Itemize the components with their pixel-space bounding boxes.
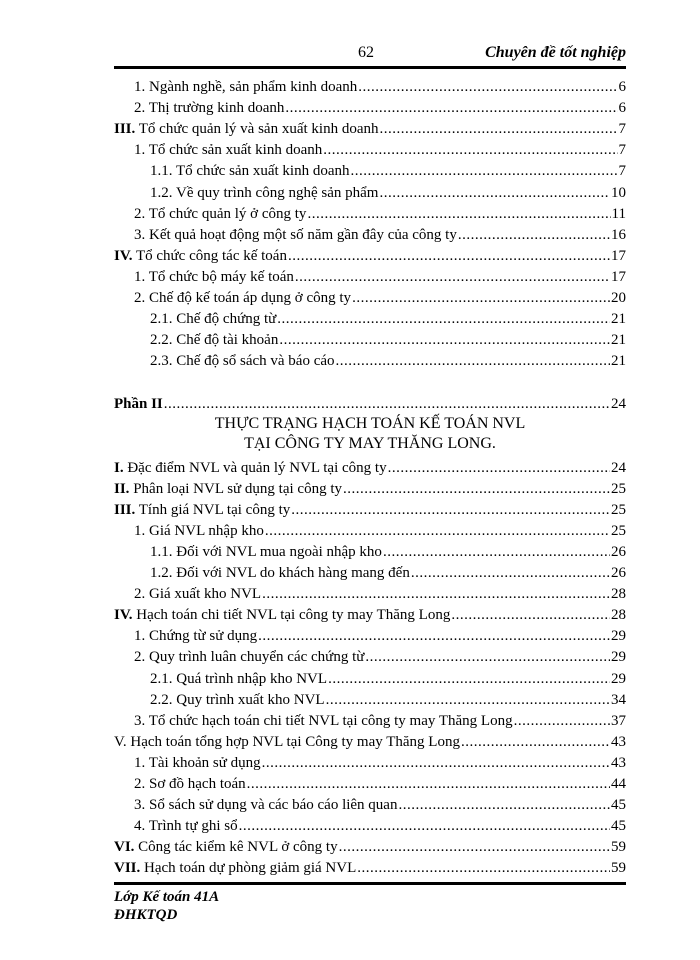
dot-leader (339, 838, 610, 856)
toc-entry-number: 1. (134, 628, 146, 645)
toc-entry-page: 28 (611, 607, 626, 624)
toc-entry (114, 224, 626, 244)
toc-entry-number: 4. (134, 818, 146, 835)
toc-entry (114, 689, 626, 709)
toc-entry-number: 3. (134, 226, 146, 243)
dot-leader (388, 459, 610, 477)
toc-entry-page: 26 (611, 543, 626, 560)
toc-entry-label (134, 226, 457, 244)
toc-entry-number: IV. (114, 247, 133, 264)
toc-entry-title: Tài khoản sử dụng (148, 754, 261, 771)
toc-entry-number: III. (114, 121, 136, 138)
dot-leader (411, 564, 610, 582)
toc-entry (114, 773, 626, 793)
toc-entry-label (114, 606, 450, 624)
dot-leader (295, 268, 610, 286)
toc-entry-title: Chế độ tài khoản (176, 332, 279, 349)
toc-entry-title: Đối với NVL do khách hàng mang đến (176, 565, 410, 581)
dot-leader (351, 162, 618, 180)
toc-entry-title: Đối với NVL mua ngoài nhập kho (176, 543, 382, 560)
toc-entry-page: 43 (611, 733, 626, 750)
toc-entry-page: 28 (611, 586, 626, 603)
toc-entry-label (134, 627, 257, 645)
toc-entry-page: 29 (611, 670, 626, 687)
toc-entry-page: 7 (618, 163, 626, 180)
toc-entry-page: 25 (611, 480, 626, 497)
toc-entry-number: 1.2. (150, 565, 173, 581)
toc-entry-title: Chế độ chứng từ (176, 311, 277, 328)
toc-entry-page: 29 (611, 628, 626, 645)
toc-entry-number: 1. (134, 79, 146, 95)
toc-entry-number: 1. (134, 268, 146, 285)
toc-entry (114, 668, 626, 688)
toc-entry-number: 1.1. (150, 543, 173, 560)
dot-leader (514, 712, 610, 730)
toc-entry (114, 520, 626, 540)
dot-leader (164, 395, 610, 413)
toc-entry-label (134, 648, 364, 666)
toc-entry-number: VI. (114, 839, 135, 856)
page-header (114, 44, 626, 64)
dot-leader (358, 78, 617, 96)
toc-entry-title: Giá NVL nhập kho (149, 522, 264, 539)
footer-rule (114, 882, 626, 885)
toc-entry (114, 815, 626, 835)
toc-entry (114, 857, 626, 877)
toc-entry (114, 329, 626, 349)
toc-entry (114, 139, 626, 159)
toc-entry (114, 182, 626, 202)
toc-entry-page: 20 (611, 290, 626, 306)
toc-entry-page: 59 (611, 860, 626, 877)
toc-entry-title: Tổ chức quản lý ở công ty (148, 205, 307, 222)
toc-entry-page: 25 (611, 501, 626, 518)
toc-entry-number: VII. (114, 860, 141, 877)
toc-entry-title: Quá trình nhập kho NVL (176, 670, 328, 687)
toc-entry-page: 6 (618, 79, 626, 95)
toc-entry-label (134, 78, 357, 96)
dot-leader (323, 141, 617, 159)
toc-entry-label (114, 733, 460, 751)
toc-entry-title: Phân loại NVL sử dụng tại công ty (133, 480, 342, 497)
toc-entry (114, 562, 626, 582)
dot-leader (328, 670, 610, 688)
toc-entry-number: 2.2. (150, 691, 173, 708)
toc-entry-label (114, 459, 387, 477)
dot-leader (291, 501, 610, 519)
header-title: Chuyên đề tốt nghiệp (485, 44, 626, 61)
toc-entry-page: 7 (618, 121, 626, 138)
toc-entry-number: 2. (134, 100, 146, 117)
toc-entry-page: 21 (611, 353, 626, 370)
toc-entry-page: 21 (611, 332, 626, 349)
dot-leader (279, 331, 610, 349)
toc-entry-number: 2.1. (150, 670, 173, 687)
toc-entry-title: Hạch toán dự phòng giảm giá NVL (144, 860, 357, 877)
dot-leader (247, 775, 610, 793)
toc-entry-page: 43 (611, 754, 626, 771)
toc-entry-number: 1. (134, 754, 146, 771)
toc-entry-page: 26 (611, 565, 626, 581)
toc-entry-label (150, 310, 276, 328)
dot-leader (352, 289, 610, 307)
toc-entry-label (150, 691, 325, 709)
toc-entry-title: Chứng từ sử dụng (149, 628, 258, 645)
part-heading-line1: THỰC TRẠNG HẠCH TOÁN KẾ TOÁN NVL (214, 414, 526, 432)
dot-leader (307, 205, 610, 223)
toc-entry-page: 29 (611, 649, 626, 666)
toc-entry-label (114, 501, 290, 519)
toc-entry-number: 2. (134, 290, 146, 306)
toc-entry-number: 2.3. (150, 353, 173, 370)
toc-entry-label (134, 141, 322, 159)
toc-entry-number: 2. (134, 649, 146, 666)
toc-entry-page: 24 (611, 459, 626, 476)
part-heading-line2: TẠI CÔNG TY MAY THĂNG LONG. (244, 434, 496, 452)
toc-entry-title: Về quy trình công nghệ sản phẩm (175, 184, 379, 201)
dot-leader (262, 754, 610, 772)
footer-school: ĐHKTQD (114, 907, 178, 923)
toc-entry-number: 2. (134, 776, 146, 792)
toc-entry-number: II. (114, 480, 130, 497)
toc-entry-label (134, 268, 294, 286)
toc-entry-page: 11 (611, 205, 626, 222)
toc-entry-title: Thị trường kinh doanh (148, 100, 285, 117)
toc-entry (114, 245, 626, 265)
toc-entry-number: 1. (134, 522, 146, 539)
toc-entry-page: 17 (611, 247, 626, 264)
toc-entry-title: Sổ sách sử dụng và các báo cáo liên quan (149, 797, 398, 814)
dot-leader (262, 585, 610, 603)
toc-entry (114, 646, 626, 666)
toc-entry-page: 44 (611, 776, 626, 792)
toc-entry (114, 160, 626, 180)
toc-entry-page: 24 (611, 396, 626, 413)
toc-entry-page: 16 (611, 226, 626, 243)
dot-leader (239, 817, 610, 835)
toc-entry-title: Tổ chức sản xuất kinh doanh (148, 142, 323, 159)
toc-entry (114, 731, 626, 751)
toc-entry-title: Tổ chức quản lý và sản xuất kinh doanh (138, 121, 379, 138)
toc-entry-label (114, 120, 379, 138)
toc-entry (114, 583, 626, 603)
dot-leader (451, 606, 610, 624)
dot-leader (265, 522, 610, 540)
toc-entry-page: 59 (611, 839, 626, 856)
toc-entry-page: 6 (618, 100, 626, 117)
toc-entry-title: Kết quả hoạt động một số năm gần đây của công ty (149, 226, 457, 243)
footer-class: Lớp Kế toán 41A (114, 889, 220, 905)
dot-leader (398, 796, 610, 814)
toc-entry-title: Trình tự ghi sổ (148, 818, 238, 835)
toc-entry-number: 2. (134, 205, 146, 222)
toc-entry-number: 1. (134, 142, 146, 159)
dot-leader (458, 226, 610, 244)
toc-entry-number: I. (114, 459, 124, 476)
page-number: 62 (358, 44, 374, 61)
toc-entry (114, 604, 626, 624)
toc-entry-title: Quy trình xuất kho NVL (176, 691, 325, 708)
toc-entry-label (134, 289, 351, 307)
dot-leader (326, 691, 610, 709)
dot-leader (285, 99, 617, 117)
toc-entry-label (134, 205, 306, 223)
toc-entry-page: 45 (611, 797, 626, 814)
toc-entry (114, 118, 626, 138)
toc-entry-label (114, 859, 356, 877)
toc-entry-label (150, 162, 350, 180)
dot-leader (277, 310, 610, 328)
toc-entry-number: 1.2. (150, 184, 173, 201)
dot-leader (365, 648, 610, 666)
toc-entry-title: Tính giá NVL tại công ty (138, 501, 291, 518)
toc-entry (114, 266, 626, 286)
toc-entry-title: Ngành nghề, sản phẩm kinh doanh (149, 79, 358, 95)
toc-entry (114, 350, 626, 370)
toc-entry-number: 1.1. (150, 163, 173, 180)
toc-entry-title: Công tác kiểm kê NVL ở công ty (138, 839, 338, 856)
toc-entry-title: Hạch toán tổng hợp NVL tại Công ty may Thăng Long (130, 733, 460, 750)
toc-entry (114, 541, 626, 561)
toc-entry-label (134, 754, 261, 772)
toc-entry-title: Quy trình luân chuyển các chứng từ (149, 649, 365, 666)
toc-entry-title: Giá xuất kho NVL (149, 586, 262, 603)
toc-entry-label (150, 543, 382, 561)
toc-entry-title: Tổ chức hạch toán chi tiết NVL tại công ty may Thăng Long (148, 712, 513, 729)
dot-leader (343, 480, 610, 498)
toc-entry-title: Hạch toán chi tiết NVL tại công ty may Thăng Long (136, 607, 451, 624)
toc-entry (114, 287, 626, 307)
toc-entry (114, 752, 626, 772)
toc-entry-page: 45 (611, 818, 626, 835)
toc-entry-page: 7 (618, 142, 626, 159)
toc-entry-label (134, 775, 246, 793)
toc-entry-label (134, 585, 261, 603)
toc-entry-title: Tổ chức bộ máy kế toán (148, 268, 294, 285)
dot-leader (336, 352, 610, 370)
page-footer (114, 888, 219, 924)
toc-entry-label (114, 247, 287, 265)
toc-entry-label (150, 184, 378, 202)
toc-entry-label (114, 480, 342, 498)
toc-entry (114, 625, 626, 645)
toc-entry-page: 34 (611, 691, 626, 708)
toc-entry-label (134, 712, 513, 730)
toc-entry-label (150, 352, 335, 370)
toc-entry (114, 203, 626, 223)
toc-entry (114, 393, 626, 413)
dot-leader (258, 627, 610, 645)
toc-entry-number: 3. (134, 797, 146, 814)
toc-entry-title: Tổ chức công tác kế toán (135, 247, 287, 264)
toc-entry-label (150, 564, 410, 582)
toc-entry-label (134, 99, 284, 117)
toc-entry (114, 76, 626, 96)
toc-entry-page: 10 (611, 184, 626, 201)
toc-entry-title: Tổ chức sản xuất kinh doanh (175, 163, 350, 180)
dot-leader (380, 120, 618, 138)
toc-entry-number: 2.1. (150, 311, 173, 328)
toc-entry-label (134, 817, 238, 835)
toc-entry-number: Phần II (114, 396, 163, 413)
toc-entry-title: Chế độ sổ sách và báo cáo (176, 353, 335, 370)
toc-entry-title: Đặc điểm NVL và quản lý NVL tại công ty (127, 459, 387, 476)
toc-entry-title: Sơ đồ hạch toán (149, 776, 246, 792)
toc-entry-label (114, 395, 163, 413)
toc-entry-number: 3. (134, 712, 146, 729)
toc-entry-number: III. (114, 501, 136, 518)
toc-entry-page: 37 (611, 712, 626, 729)
toc-entry-label (114, 838, 338, 856)
toc-entry (114, 478, 626, 498)
toc-entry-label (134, 522, 264, 540)
toc-entry-label (150, 670, 327, 688)
toc-entry (114, 97, 626, 117)
toc-entry-label (150, 331, 278, 349)
dot-leader (461, 733, 610, 751)
toc-entry-number: IV. (114, 607, 133, 624)
toc-entry-title: Chế độ kế toán áp dụng ở công ty (149, 290, 352, 306)
toc-entry-page: 21 (611, 311, 626, 328)
toc-entry (114, 710, 626, 730)
toc-entry (114, 836, 626, 856)
dot-leader (379, 184, 610, 202)
dot-leader (383, 543, 610, 561)
header-rule (114, 66, 626, 69)
toc-entry-number: V. (114, 733, 127, 750)
toc-entry (114, 499, 626, 519)
toc-entry-label (134, 796, 397, 814)
dot-leader (288, 247, 610, 265)
toc-entry-page: 17 (611, 268, 626, 285)
toc-entry (114, 308, 626, 328)
toc-entry-page: 25 (611, 522, 626, 539)
toc-entry-number: 2.2. (150, 332, 173, 349)
toc-entry-number: 2. (134, 586, 146, 603)
toc-entry (114, 794, 626, 814)
dot-leader (357, 859, 610, 877)
toc-entry (114, 457, 626, 477)
